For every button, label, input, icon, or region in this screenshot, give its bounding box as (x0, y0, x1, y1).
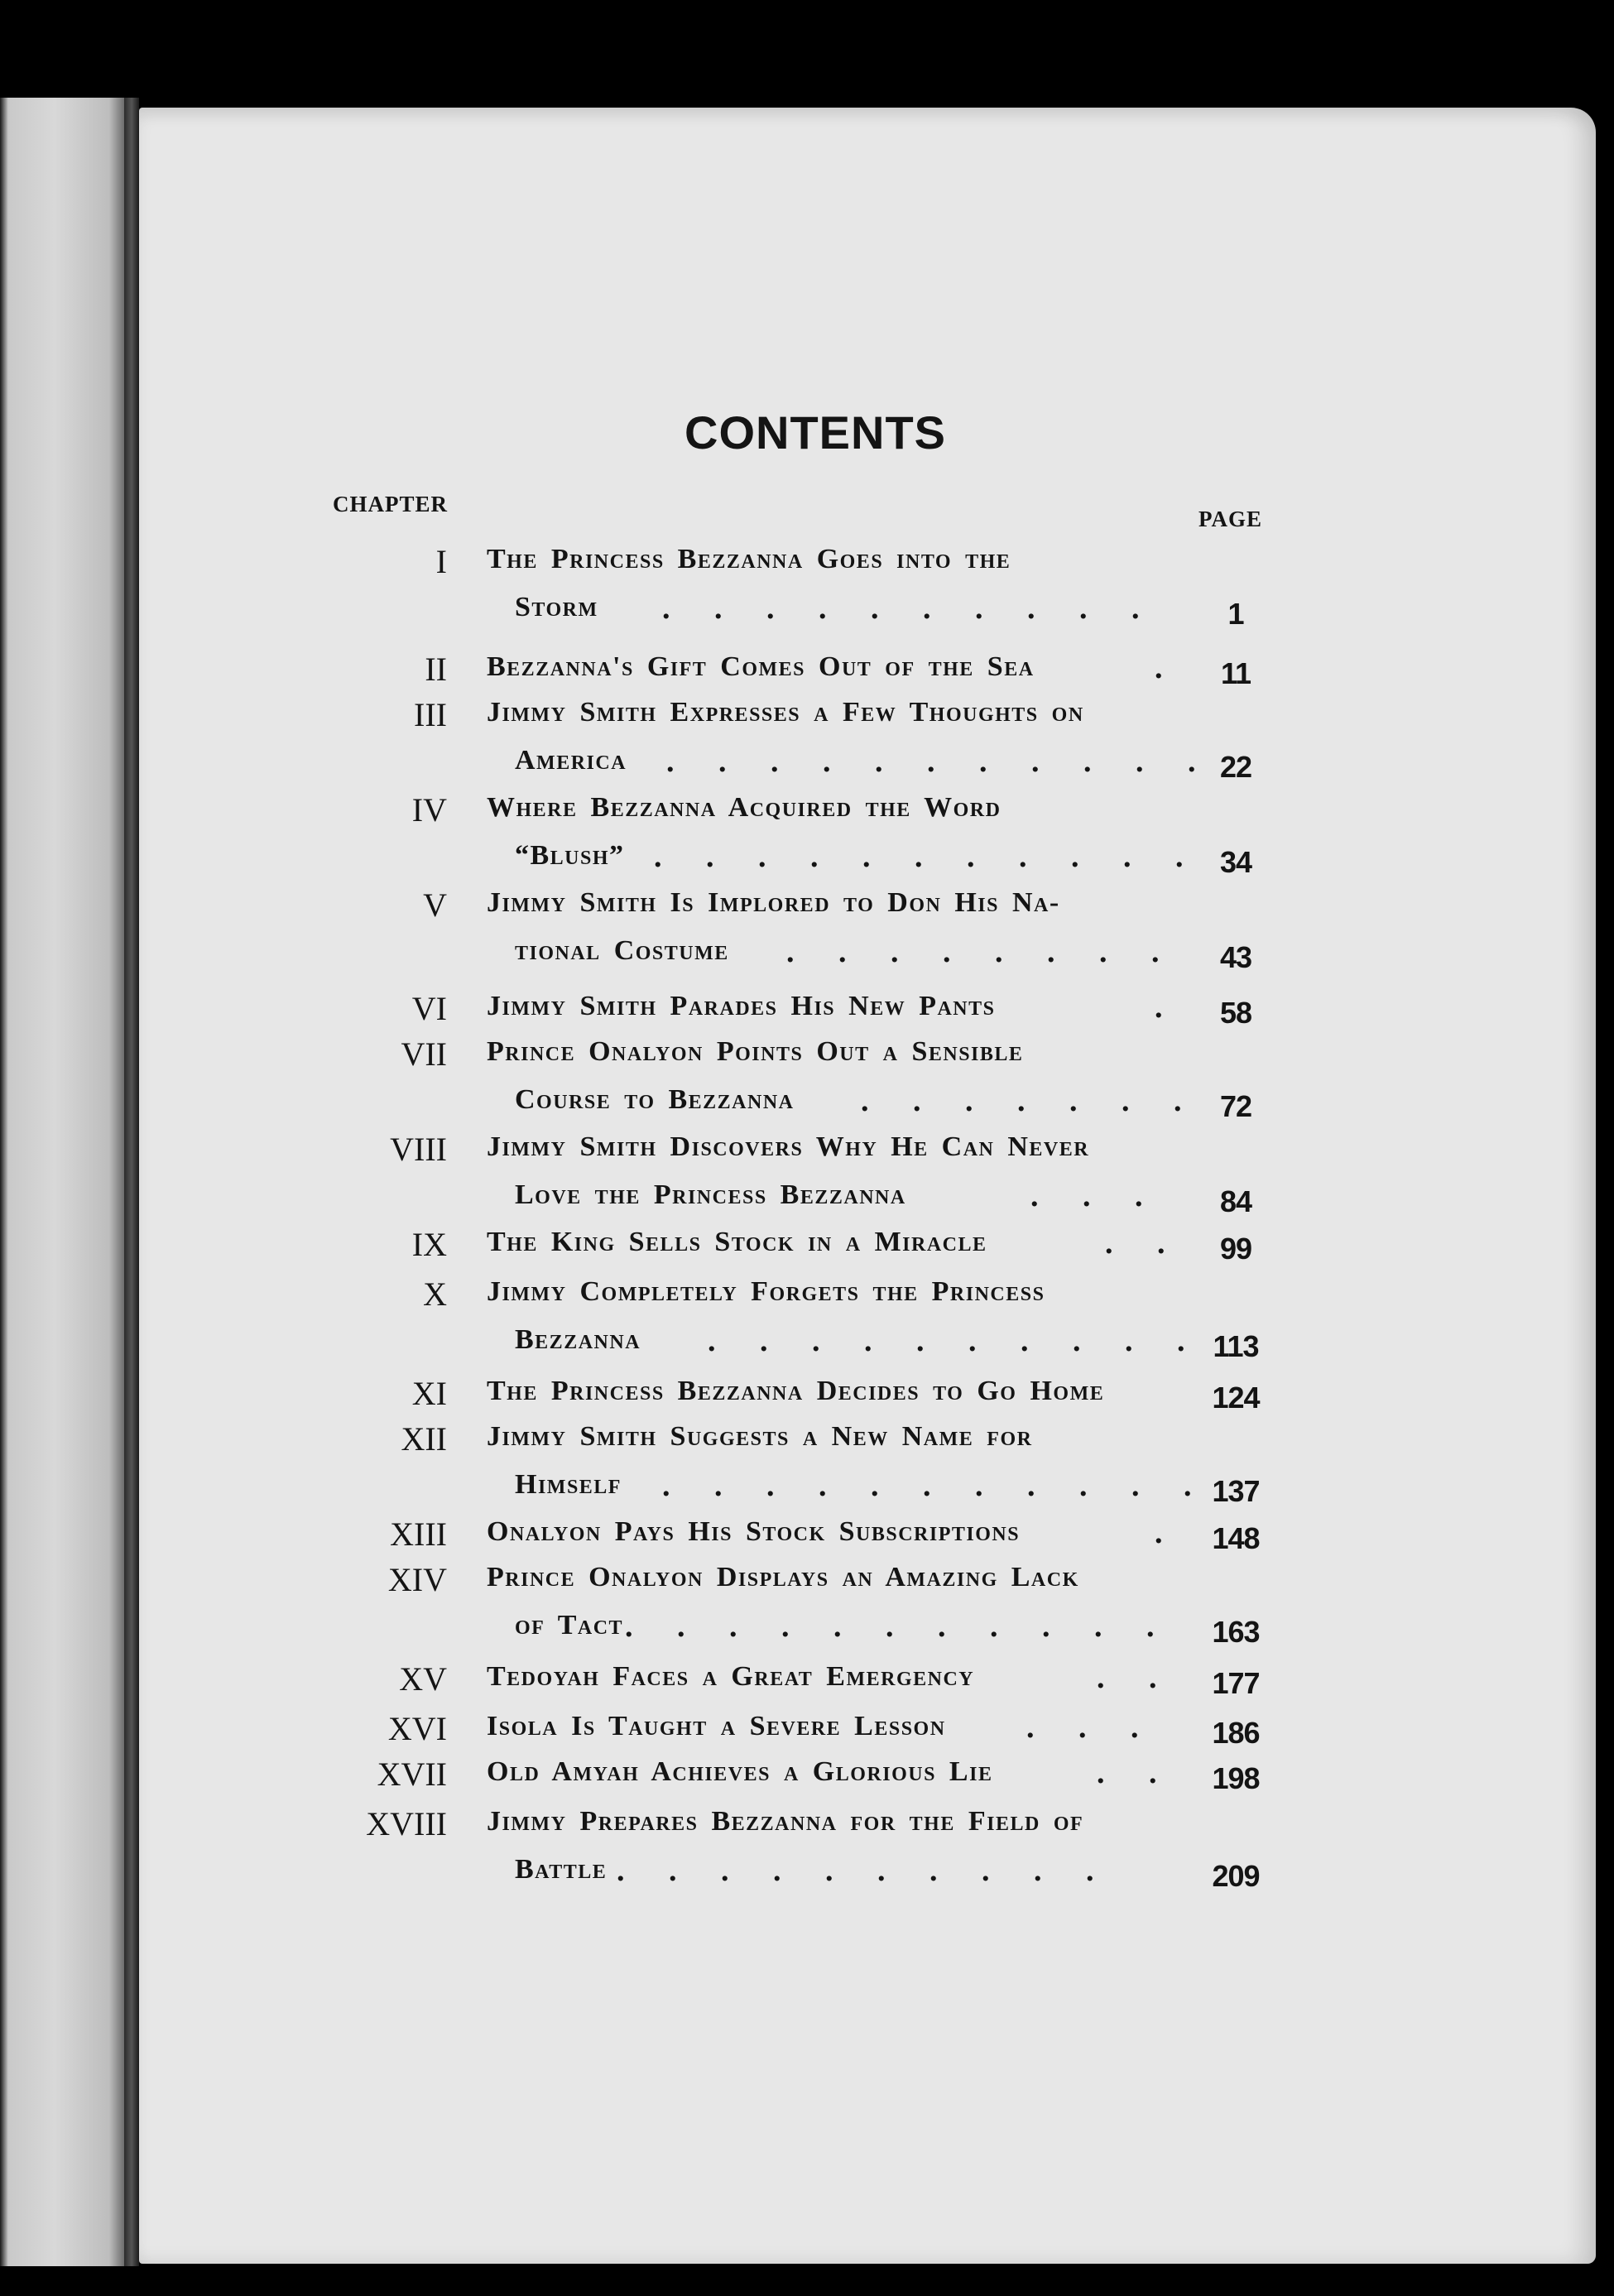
chapter-numeral: II (425, 651, 447, 688)
chapter-numeral: XVIII (366, 1805, 447, 1842)
chapter-title-line1: Prince Onalyon Points Out a Sensible (487, 1036, 1024, 1067)
page-number: 177 (1212, 1666, 1260, 1700)
chapter-title-line1: Jimmy Smith Parades His New Pants (487, 991, 996, 1021)
chapter-title-line2: tional Costume (515, 935, 729, 966)
page-number: 34 (1219, 845, 1252, 879)
page-number: 198 (1212, 1761, 1260, 1795)
chapter-title-line1: Jimmy Smith Is Implored to Don His Na- (487, 887, 1060, 918)
chapter-numeral: XIII (390, 1515, 447, 1553)
chapter-title-line2: of Tact (515, 1610, 624, 1640)
leader-dots: . . . . . . . . . . (708, 1323, 1203, 1358)
chapter-numeral: XIV (387, 1561, 447, 1598)
chapter-numeral: XII (401, 1420, 447, 1458)
leader-dots: . . . . . . . . (786, 934, 1178, 969)
chapter-title-line2: Storm (515, 592, 598, 622)
page-number: 113 (1213, 1329, 1259, 1363)
chapter-title-line1: Old Amyah Achieves a Glorious Lie (487, 1756, 993, 1787)
chapter-title-line1: Isola Is Taught a Severe Lesson (487, 1711, 946, 1741)
leader-dots: . . . . . . . (861, 1083, 1200, 1118)
leader-dots: . . . . . . . . . . (662, 591, 1158, 626)
page-number: 163 (1212, 1615, 1260, 1649)
chapter-title-line1: Tedoyah Faces a Great Emergency (487, 1661, 975, 1692)
leader-dots: . (1155, 651, 1181, 685)
leader-dots: . (1155, 1515, 1181, 1550)
chapter-title-line1: The King Sells Stock in a Miracle (487, 1227, 987, 1257)
leader-dots: . . . (1026, 1710, 1157, 1745)
chapter-numeral: VII (401, 1035, 447, 1073)
chapter-title-line1: Bezzanna's Gift Comes Out of the Sea (487, 651, 1035, 682)
chapter-numeral: IV (411, 791, 447, 829)
chapter-title-line1: Jimmy Prepares Bezzanna for the Field of (487, 1806, 1084, 1837)
chapter-numeral: V (423, 886, 447, 924)
leader-dots: . . . . . . . . . . . (654, 839, 1202, 874)
chapter-numeral: VI (411, 990, 447, 1027)
chapter-numeral: XVII (377, 1756, 447, 1793)
leader-dots: . . . (1030, 1179, 1161, 1213)
chapter-numeral: III (414, 696, 447, 733)
chapter-title-line2: Himself (515, 1469, 622, 1500)
chapter-title-line2: Battle (515, 1854, 608, 1885)
chapter-title-line1: Jimmy Smith Suggests a New Name for (487, 1421, 1033, 1452)
page-number: 11 (1220, 656, 1251, 690)
chapter-title-line1: Onalyon Pays His Stock Subscriptions (487, 1516, 1021, 1547)
page-title: CONTENTS (685, 406, 946, 459)
page-number: 22 (1219, 750, 1252, 784)
chapter-title-line2: Bezzanna (515, 1324, 641, 1355)
page-number: 124 (1212, 1381, 1260, 1415)
page-number: 186 (1212, 1716, 1260, 1750)
page-number: 72 (1219, 1089, 1252, 1123)
page-number: 148 (1212, 1521, 1260, 1555)
page-number: 137 (1212, 1474, 1260, 1508)
page-number: 99 (1219, 1232, 1252, 1266)
leader-dots: . . . . . . . . . . . (625, 1609, 1173, 1644)
leader-dots: . . . . . . . . . . . (662, 1468, 1210, 1503)
chapter-numeral: X (423, 1275, 447, 1313)
page-number: 43 (1219, 940, 1252, 974)
chapter-title-line1: The Princess Bezzanna Decides to Go Home (487, 1376, 1105, 1406)
page-number: 84 (1219, 1184, 1252, 1218)
leader-dots: . . . . . . . . . . . (666, 744, 1214, 779)
chapter-column-header: CHAPTER (333, 492, 449, 516)
chapter-title-line1: Jimmy Smith Expresses a Few Thoughts on (487, 697, 1084, 728)
leader-dots: . . (1097, 1756, 1175, 1790)
leader-dots: . . (1097, 1660, 1175, 1695)
chapter-title-line1: The Princess Bezzanna Goes into the (487, 544, 1011, 574)
chapter-numeral: VIII (390, 1131, 447, 1168)
chapter-numeral: XI (411, 1375, 447, 1412)
page-number: 209 (1212, 1859, 1260, 1893)
chapter-title-line1: Jimmy Smith Discovers Why He Can Never (487, 1131, 1090, 1162)
page-number: 58 (1219, 996, 1252, 1030)
chapter-title-line1: Jimmy Completely Forgets the Princess (487, 1276, 1045, 1307)
chapter-title-line2: America (515, 745, 627, 776)
chapter-title-line1: Where Bezzanna Acquired the Word (487, 792, 1002, 823)
chapter-title-line2: Love the Princess Bezzanna (515, 1179, 906, 1210)
leader-dots: . (1155, 990, 1181, 1025)
leader-dots: . . (1105, 1226, 1184, 1261)
page-column-header: PAGE (1198, 507, 1262, 531)
chapter-numeral: I (435, 543, 447, 580)
page-number: 1 (1227, 597, 1244, 631)
chapter-title-line1: Prince Onalyon Displays an Amazing Lack (487, 1562, 1079, 1592)
chapter-numeral: XV (399, 1660, 447, 1698)
leader-dots: . . . . . . . . . . (617, 1853, 1112, 1888)
chapter-numeral: XVI (387, 1710, 447, 1747)
chapter-numeral: IX (411, 1226, 447, 1263)
chapter-title-line2: “Blush” (515, 840, 625, 871)
chapter-title-line2: Course to Bezzanna (515, 1084, 795, 1115)
